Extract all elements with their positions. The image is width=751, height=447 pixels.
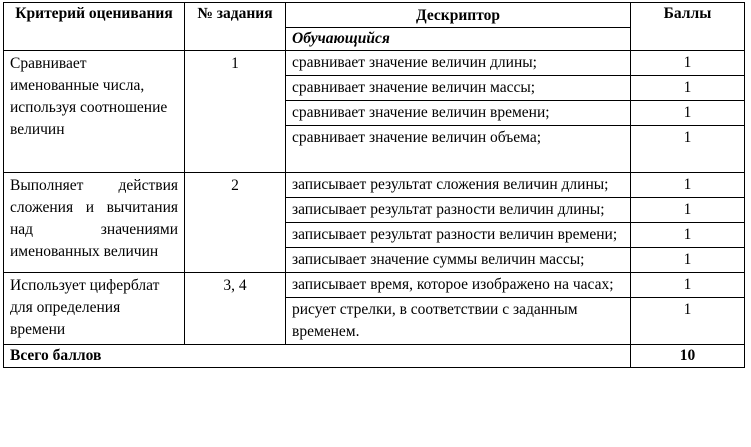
header-points: Баллы — [631, 3, 745, 51]
header-criterion: Критерий оценивания — [4, 3, 185, 51]
table-row — [4, 173, 745, 198]
points-cell: 1 — [631, 198, 745, 223]
task-number-cell: 2 — [185, 173, 286, 273]
criterion-cell: Сравнивает именованные числа, используя соотношение величин — [4, 51, 185, 173]
points-cell: 1 — [631, 223, 745, 248]
descriptor-cell: записывает результат разности величин длины; — [286, 198, 631, 223]
table-row — [4, 273, 745, 298]
descriptor-cell: сравнивает значение величин времени; — [286, 101, 631, 126]
descriptor-cell: сравнивает значение величин длины; — [286, 51, 631, 76]
descriptor-cell: рисует стрелки, в соответствии с заданным временем. — [286, 298, 631, 345]
descriptor-cell: записывает значение суммы величин массы; — [286, 248, 631, 273]
descriptor-cell: записывает результат разности величин времени; — [286, 223, 631, 248]
assessment-table-container — [3, 2, 745, 368]
header-descriptor-subject: Обучающийся — [286, 28, 631, 51]
points-cell: 1 — [631, 298, 745, 345]
criterion-cell: Использует циферблат для определения времени — [4, 273, 185, 345]
criterion-cell: Выполняет действия сложения и вычитания над значениями именованных величин — [4, 173, 185, 273]
total-row — [4, 345, 745, 368]
header-row — [4, 3, 745, 28]
points-cell: 1 — [631, 76, 745, 101]
descriptor-cell: сравнивает значение величин объема; — [286, 126, 631, 173]
header-descriptor: Дескриптор — [286, 3, 631, 28]
task-number-cell: 1 — [185, 51, 286, 173]
total-value: 10 — [631, 345, 745, 368]
assessment-criteria-table — [3, 2, 745, 368]
descriptor-cell: записывает время, которое изображено на часах; — [286, 273, 631, 298]
total-label: Всего баллов — [4, 345, 631, 368]
points-cell: 1 — [631, 173, 745, 198]
descriptor-cell: сравнивает значение величин массы; — [286, 76, 631, 101]
table-row — [4, 51, 745, 76]
task-number-cell: 3, 4 — [185, 273, 286, 345]
points-cell: 1 — [631, 273, 745, 298]
points-cell: 1 — [631, 51, 745, 76]
descriptor-cell: записывает результат сложения величин длины; — [286, 173, 631, 198]
points-cell: 1 — [631, 101, 745, 126]
points-cell: 1 — [631, 248, 745, 273]
points-cell: 1 — [631, 126, 745, 173]
header-task-number: № задания — [185, 3, 286, 51]
